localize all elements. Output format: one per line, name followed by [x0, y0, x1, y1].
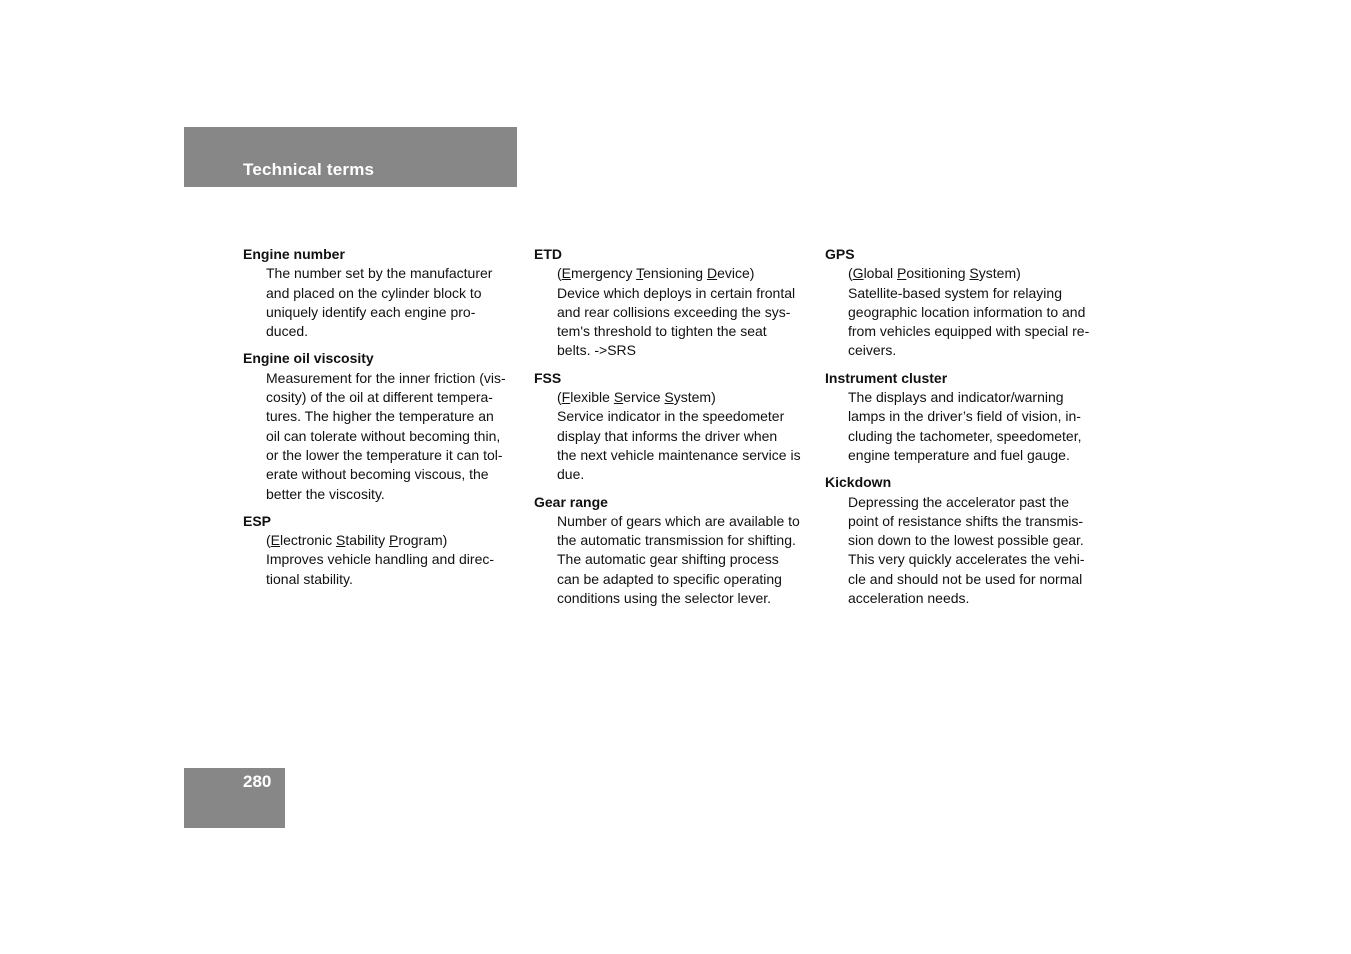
term-title-esp: ESP [243, 512, 272, 529]
term-entry-engine-oil-viscosity [243, 349, 518, 503]
expansion-initial: P [897, 265, 907, 282]
expansion-initial: S [969, 265, 979, 282]
definition-line: oil can tolerate without becoming thin, [266, 427, 501, 444]
term-title-etd: ETD [534, 246, 562, 262]
expansion-word-rest: lexible [570, 389, 614, 406]
term-definition-engine-number [266, 264, 518, 341]
definition-line: display that informs the driver when [557, 427, 778, 444]
glossary-column-1 [243, 245, 518, 597]
definition-line: from vehicles equipped with special re- [848, 323, 1090, 340]
term-title-instrument-cluster: Instrument cluster [825, 369, 948, 386]
expansion-initial: S [336, 532, 346, 549]
definition-line: point of resistance shifts the transmis- [848, 512, 1083, 529]
term-expansion-esp: (Electronic Stability Program) [266, 532, 448, 549]
definition-line: Improves vehicle handling and direc- [266, 551, 495, 568]
term-title-gps: GPS [825, 246, 855, 262]
expansion-word-rest: tability [345, 532, 389, 549]
expansion-initial: E [561, 265, 572, 282]
definition-line: Satellite-based system for relaying [848, 284, 1062, 301]
expansion-word-rest: ervice [623, 389, 665, 406]
expansion-initial: T [636, 265, 644, 282]
expansion-initial: E [270, 532, 281, 549]
term-expansion-gps: (Global Positioning System) [848, 265, 1021, 282]
definition-line: cluding the tachometer, speedometer, [848, 427, 1082, 444]
expansion-word-rest: ystem [673, 389, 712, 406]
definition-line: the automatic transmission for shifting. [557, 532, 796, 549]
definition-line: and rear collisions exceeding the sys- [557, 303, 791, 320]
expansion-word-rest: evice [717, 265, 750, 282]
definition-line: geographic location information to and [848, 303, 1086, 320]
term-entry-instrument-cluster [825, 369, 1100, 465]
term-definition-instrument-cluster [848, 388, 1100, 465]
definition-line: acceleration needs. [848, 590, 970, 607]
definition-line: Device which deploys in certain frontal [557, 284, 796, 301]
definition-line: Service indicator in the speedometer [557, 408, 785, 425]
definition-line: This very quickly accelerates the vehi- [848, 551, 1085, 568]
definition-line: ceivers. [848, 342, 897, 359]
glossary-column-3 [825, 245, 1100, 616]
definition-line: engine temperature and fuel gauge. [848, 446, 1070, 463]
expansion-word-rest: rogram [398, 532, 443, 549]
expansion-word-rest: lectronic [280, 532, 337, 549]
term-title-kickdown: Kickdown [825, 474, 892, 491]
term-title-gear-range: Gear range [534, 493, 608, 510]
definition-line: better the viscosity. [266, 485, 385, 502]
expansion-initial: G [852, 265, 864, 282]
expansion-initial: S [664, 389, 674, 406]
term-title-engine-oil-viscosity: Engine oil viscosity [243, 350, 374, 367]
definition-line: the next vehicle maintenance service is [557, 446, 801, 463]
definition-line: erate without becoming viscous, the [266, 466, 489, 483]
definition-line: duced. [266, 323, 309, 340]
definition-line: lamps in the driver’s field of vision, in- [848, 408, 1081, 425]
definition-line: Depressing the accelerator past the [848, 493, 1070, 510]
term-definition-engine-oil-viscosity [266, 369, 518, 504]
definition-line: conditions using the selector lever. [557, 590, 772, 607]
expansion-word-rest: ensioning [643, 265, 707, 282]
term-expansion-etd: (Emergency Tensioning Device) [557, 265, 755, 282]
definition-line: sion down to the lowest possible gear. [848, 532, 1084, 549]
term-definition-esp [266, 531, 518, 589]
definition-line: cle and should not be used for normal [848, 570, 1083, 587]
term-definition-kickdown [848, 493, 1100, 609]
expansion-word-rest: ositioning [906, 265, 970, 282]
definition-line: The automatic gear shifting process [557, 551, 779, 568]
definition-line: or the lower the temperature it can tol- [266, 446, 503, 463]
glossary-column-2 [534, 245, 809, 616]
definition-line: The displays and indicator/warning [848, 389, 1064, 406]
definition-line: Number of gears which are available to [557, 512, 800, 529]
expansion-initial: F [561, 389, 571, 406]
definition-line: belts. ->SRS [557, 342, 636, 359]
term-entry-esp [243, 512, 518, 589]
definition-line: uniquely identify each engine pro- [266, 303, 476, 320]
section-title: Technical terms [243, 160, 375, 179]
term-entry-engine-number [243, 245, 518, 341]
term-definition-gps [848, 264, 1100, 360]
definition-line: The number set by the manufacturer [266, 265, 493, 282]
term-entry-gear-range [534, 493, 809, 609]
term-definition-fss [557, 388, 809, 484]
expansion-word-rest: mergency [571, 265, 637, 282]
term-definition-gear-range [557, 512, 809, 608]
definition-line: can be adapted to specific operating [557, 570, 782, 587]
term-title-fss: FSS [534, 369, 562, 386]
term-entry-fss [534, 369, 809, 485]
page-number-box [184, 768, 285, 828]
expansion-initial: S [613, 389, 624, 406]
definition-line: tures. The higher the temperature an [266, 408, 494, 425]
definition-line: and placed on the cylinder block to [266, 284, 482, 301]
definition-line: tem's threshold to tighten the seat [557, 323, 767, 340]
definition-line: cosity) of the oil at different tempera- [266, 389, 493, 406]
expansion-initial: P [388, 532, 399, 549]
term-title-engine-number: Engine number [243, 246, 345, 262]
term-definition-etd [557, 264, 809, 360]
expansion-word-rest: lobal [863, 265, 898, 282]
term-expansion-fss: (Flexible Service System) [557, 389, 716, 406]
term-entry-etd [534, 245, 809, 361]
definition-line: due. [557, 466, 585, 483]
expansion-word-rest: ystem [978, 265, 1017, 282]
page-number: 280 [243, 772, 272, 791]
term-entry-kickdown [825, 473, 1100, 608]
expansion-initial: D [706, 265, 718, 282]
definition-line: Measurement for the inner friction (vis- [266, 369, 506, 386]
definition-line: tional stability. [266, 570, 353, 587]
term-entry-gps [825, 245, 1100, 361]
section-header [184, 127, 517, 187]
